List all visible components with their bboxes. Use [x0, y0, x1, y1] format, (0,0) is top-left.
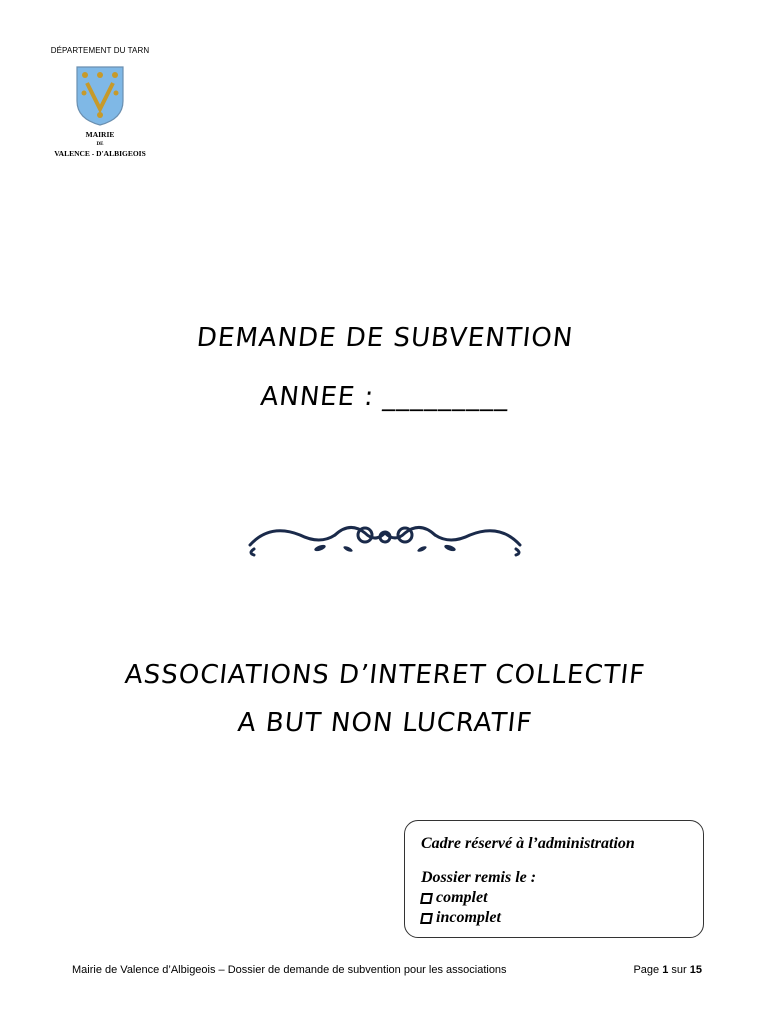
- mairie-label: [48, 130, 152, 159]
- mairie-line3: VALENCE - D'ALBIGEOIS: [54, 149, 146, 158]
- page-mid: sur: [668, 964, 690, 976]
- document-title: DEMANDE DE SUBVENTION: [195, 323, 575, 353]
- association-type-line2: A BUT NON LUCRATIF: [236, 708, 534, 738]
- checkbox-icon[interactable]: [420, 913, 433, 924]
- dossier-submitted-label: Dossier remis le :: [421, 869, 537, 886]
- admin-reserved-box: [404, 820, 704, 938]
- page-number: [633, 964, 702, 976]
- page-prefix: Page: [633, 964, 663, 976]
- page-total: 15: [689, 964, 702, 976]
- mairie-line1: MAIRIE: [85, 130, 115, 139]
- mairie-line2: DE: [96, 142, 104, 147]
- department-label: DÉPARTEMENT DU TARN: [50, 46, 150, 55]
- footer-text: Mairie de Valence d’Albigeois – Dossier de demande de subvention pour les associations: [72, 964, 507, 976]
- year-line: ANNEE : _________: [259, 382, 511, 412]
- option-complet-label: complet: [436, 889, 488, 906]
- option-incomplet[interactable]: [421, 909, 501, 927]
- association-type-line1: ASSOCIATIONS D’INTERET COLLECTIF: [123, 660, 647, 690]
- municipal-logo: [48, 46, 152, 166]
- checkbox-icon[interactable]: [420, 893, 433, 904]
- page-current: 1: [662, 964, 669, 976]
- decorative-flourish-icon: [240, 513, 530, 563]
- coat-of-arms-icon: [75, 65, 125, 127]
- admin-box-title: Cadre réservé à l’administration: [421, 835, 635, 852]
- option-complet[interactable]: [421, 889, 488, 907]
- option-incomplet-label: incomplet: [436, 909, 501, 926]
